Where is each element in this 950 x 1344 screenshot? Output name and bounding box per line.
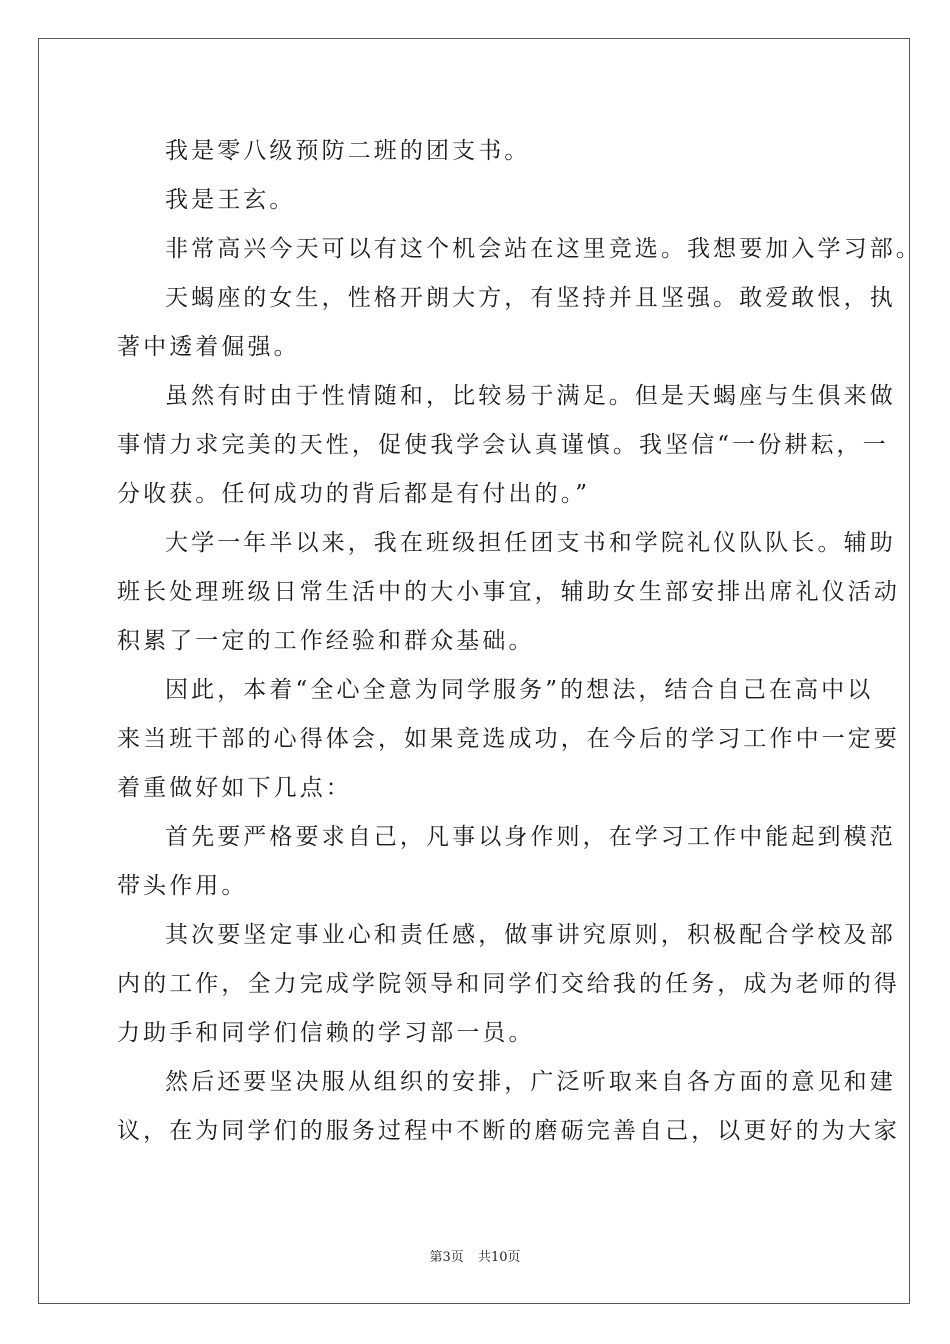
text-line: 事情力求完美的天性，促使我学会认真谨慎。我坚信“一份耕耘，一 [117,432,889,458]
text-line: 我是王玄。 [165,187,296,213]
text-line: 着重做好如下几点： [117,775,352,801]
text-line: 大学一年半以来，我在班级担任团支书和学院礼仪队队长。辅助 [165,530,896,556]
text-line: 来当班干部的心得体会，如果竞选成功，在今后的学习工作中一定要 [117,726,900,752]
text-line: 因此，本着“全心全意为同学服务”的想法，结合自己在高中以 [165,677,874,703]
page-total: 共10页 [477,1250,521,1265]
text-line: 议，在为同学们的服务过程中不断的磨砺完善自己，以更好的为大家 [117,1118,900,1144]
document-body [117,127,922,1156]
text-line: 积累了一定的工作经验和群众基础。 [117,628,535,654]
text-line: 内的工作，全力完成学院领导和同学们交给我的任务，成为老师的得 [117,971,900,997]
text-line: 力助手和同学们信赖的学习部一员。 [117,1020,535,1046]
text-line: 其次要坚定事业心和责任感，做事讲究原则，积极配合学校及部 [165,922,896,948]
text-line: 带头作用。 [117,873,248,899]
text-line: 天蝎座的女生，性格开朗大方，有坚持并且坚强。敢爱敢恨，执 [165,285,896,311]
page-number: 第3页 [429,1250,464,1265]
text-line: 首先要严格要求自己，凡事以身作则，在学习工作中能起到模范 [165,824,896,850]
text-line: 著中透着倔强。 [117,334,300,360]
text-line: 非常高兴今天可以有这个机会站在这里竞选。我想要加入学习部。 [165,236,922,262]
text-line: 分收获。任何成功的背后都是有付出的。” [117,481,591,507]
text-line: 我是零八级预防二班的团支书。 [165,138,531,164]
page-footer [0,1246,950,1265]
text-line: 虽然有时由于性情随和，比较易于满足。但是天蝎座与生俱来做 [165,383,896,409]
text-line: 班长处理班级日常生活中的大小事宜，辅助女生部安排出席礼仪活动 [117,579,900,605]
text-line: 然后还要坚决服从组织的安排，广泛听取来自各方面的意见和建 [165,1069,896,1095]
